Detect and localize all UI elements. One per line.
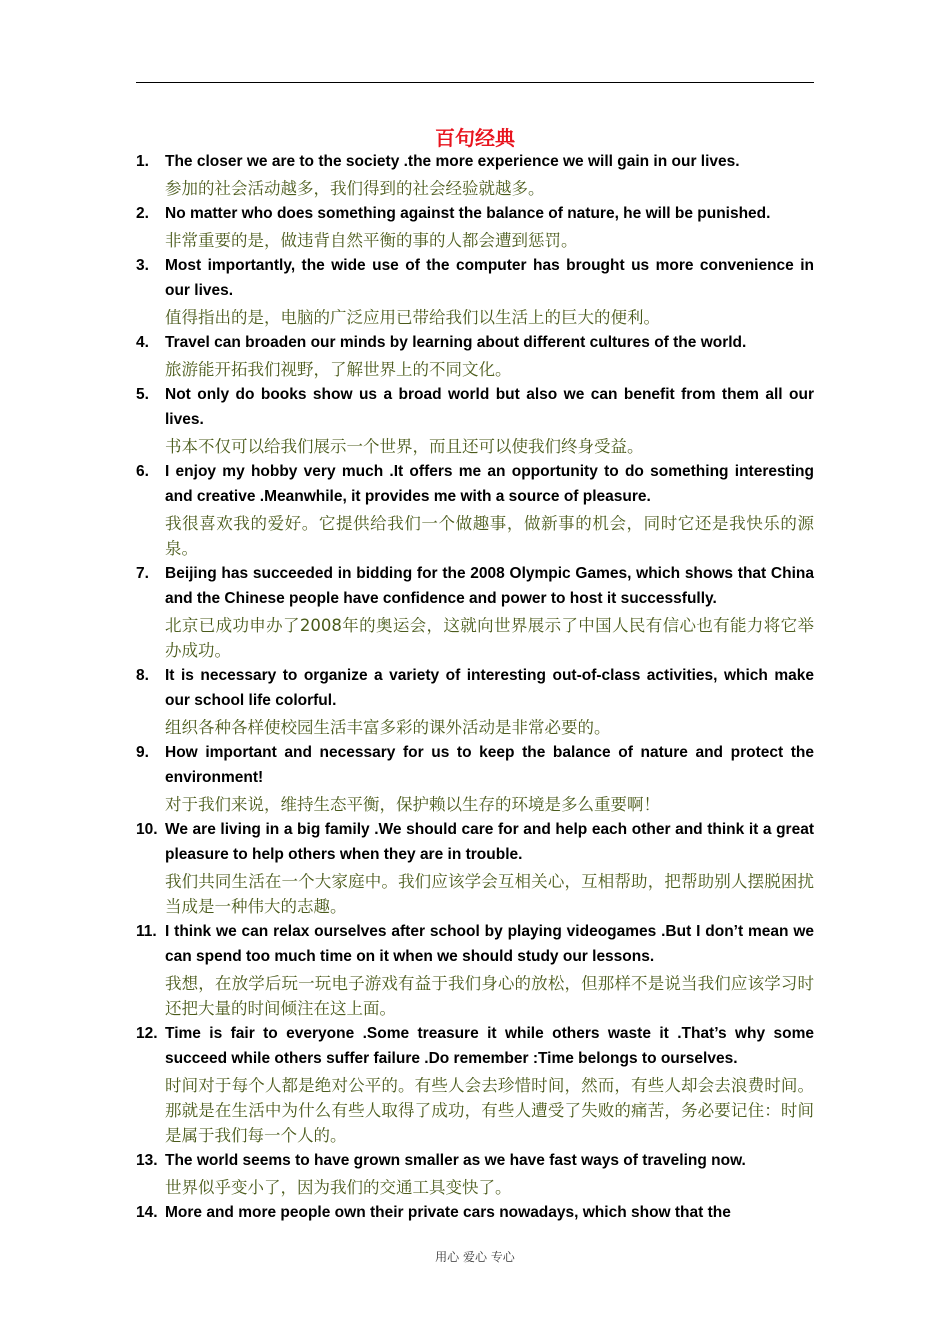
english-sentence: How important and necessary for us to keep the balance of nature and protect the environment!	[165, 744, 814, 786]
chinese-translation: 我很喜欢我的爱好。它提供给我们一个做趣事，做新事的机会，同时它还是我快乐的源泉。	[165, 514, 814, 558]
list-item	[136, 459, 814, 561]
chinese-translation: 世界似乎变小了，因为我们的交通工具变快了。	[165, 1178, 512, 1197]
chinese-translation: 组织各种各样使校园生活丰富多彩的课外活动是非常必要的。	[165, 718, 611, 737]
list-item	[136, 201, 814, 253]
list-item	[136, 1021, 814, 1148]
sentence-list	[136, 149, 814, 1225]
chinese-translation: 非常重要的是，做违背自然平衡的事的人都会遭到惩罚。	[165, 231, 578, 250]
chinese-translation: 书本不仅可以给我们展示一个世界，而且还可以使我们终身受益。	[165, 437, 644, 456]
list-item	[136, 1148, 814, 1200]
item-number: 1.	[136, 153, 149, 170]
chinese-translation: 我想，在放学后玩一玩电子游戏有益于我们身心的放松，但那样不是说当我们应该学习时还把大量的时间倾注在这上面。	[165, 974, 814, 1018]
english-sentence: I enjoy my hobby very much .It offers me an opportunity to do something interesting and creative .Meanwhile, it provides me with a source of pleasure.	[165, 463, 814, 505]
item-number: 10.	[136, 821, 158, 838]
english-sentence: The world seems to have grown smaller as we have fast ways of traveling now.	[165, 1152, 746, 1169]
page-footer: 用心 爱心 专心	[435, 1250, 515, 1264]
header-rule	[136, 82, 814, 83]
chinese-translation: 值得指出的是，电脑的广泛应用已带给我们以生活上的巨大的便利。	[165, 308, 660, 327]
item-number: 6.	[136, 463, 149, 480]
list-item	[136, 919, 814, 1021]
list-item	[136, 561, 814, 663]
item-number: 8.	[136, 667, 149, 684]
item-number: 7.	[136, 565, 149, 582]
chinese-translation: 对于我们来说，维持生态平衡，保护赖以生存的环境是多么重要啊！	[165, 795, 660, 814]
list-item	[136, 740, 814, 817]
english-sentence: The closer we are to the society .the more experience we will gain in our lives.	[165, 153, 740, 170]
item-number: 12.	[136, 1025, 158, 1042]
item-number: 13.	[136, 1152, 158, 1169]
english-sentence: It is necessary to organize a variety of interesting out-of-class activities, which make our school life colorful.	[165, 667, 814, 709]
chinese-translation: 时间对于每个人都是绝对公平的。有些人会去珍惜时间，然而，有些人却会去浪费时间。那就是在生活中为什么有些人取得了成功，有些人遭受了失败的痛苦，务必要记住：时间是属于我们每一个人的。	[165, 1076, 814, 1145]
page-title: 百句经典	[435, 126, 515, 150]
english-sentence: Time is fair to everyone .Some treasure it while others waste it .That’s why some succeed while others suffer failure .Do remember :Time belongs to ourselves.	[165, 1025, 814, 1067]
english-sentence: More and more people own their private cars nowadays, which show that the	[165, 1204, 731, 1221]
list-item	[136, 149, 814, 201]
list-item	[136, 330, 814, 382]
chinese-translation: 我们共同生活在一个大家庭中。我们应该学会互相关心，互相帮助，把帮助别人摆脱困扰当成是一种伟大的志趣。	[165, 872, 814, 916]
chinese-translation: 参加的社会活动越多，我们得到的社会经验就越多。	[165, 179, 545, 198]
list-item	[136, 663, 814, 740]
list-item	[136, 1200, 814, 1225]
english-sentence: Beijing has succeeded in bidding for the 2008 Olympic Games, which shows that China and the Chinese people have confidence and power to host it successfully.	[165, 565, 814, 607]
list-item	[136, 253, 814, 330]
english-sentence: Most importantly, the wide use of the computer has brought us more convenience in our lives.	[165, 257, 814, 299]
item-number: 5.	[136, 386, 149, 403]
english-sentence: Not only do books show us a broad world but also we can benefit from them all our lives.	[165, 386, 814, 428]
english-sentence: We are living in a big family .We should care for and help each other and think it a great pleasure to help others when they are in trouble.	[165, 821, 814, 863]
item-number: 3.	[136, 257, 149, 274]
english-sentence: I think we can relax ourselves after school by playing videogames .But I don’t mean we can spend too much time on it when we should study our lessons.	[165, 923, 814, 965]
item-number: 14.	[136, 1204, 158, 1221]
chinese-translation: 北京已成功申办了2008年的奥运会，这就向世界展示了中国人民有信心也有能力将它举办成功。	[165, 616, 814, 660]
item-number: 9.	[136, 744, 149, 761]
chinese-translation: 旅游能开拓我们视野，了解世界上的不同文化。	[165, 360, 512, 379]
item-number: 11.	[136, 923, 157, 940]
item-number: 4.	[136, 334, 149, 351]
list-item	[136, 817, 814, 919]
english-sentence: No matter who does something against the balance of nature, he will be punished.	[165, 205, 771, 222]
english-sentence: Travel can broaden our minds by learning about different cultures of the world.	[165, 334, 747, 351]
list-item	[136, 382, 814, 459]
item-number: 2.	[136, 205, 149, 222]
